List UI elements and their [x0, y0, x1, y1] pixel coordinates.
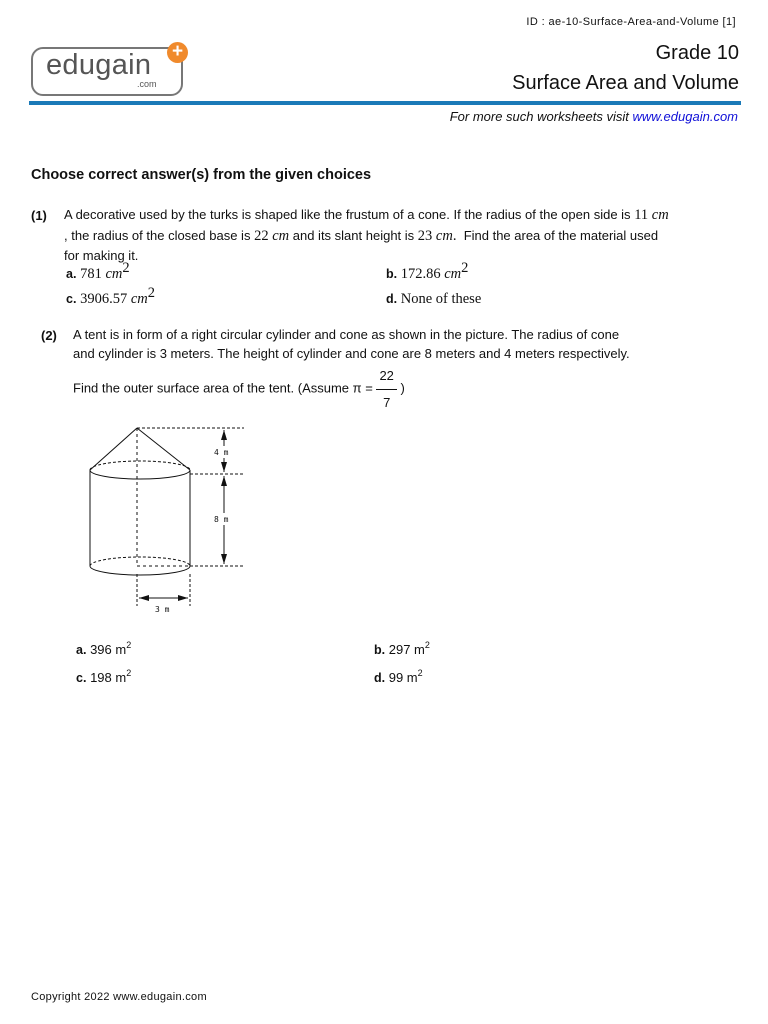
q1-val1: 11 — [634, 207, 649, 223]
q1-option-b-exp: 2 — [461, 260, 469, 276]
q2-option-a-exp: 2 — [126, 640, 132, 650]
arrow-head — [221, 476, 227, 486]
cylinder-top-front-arc — [90, 470, 190, 479]
q2-option-d-value: 99 m — [388, 670, 418, 685]
q1-option-b-letter: b. — [386, 267, 398, 281]
q1-unit3: cm — [435, 227, 453, 244]
document-id: ID : ae-10-Surface-Area-and-Volume [1] — [526, 16, 736, 28]
q1-option-d[interactable] — [386, 291, 481, 308]
cylinder-height-label: 8 m — [214, 515, 229, 524]
edugain-logo — [29, 41, 191, 97]
q1-text-a: A decorative used by the turks is shaped like the frustum of a cone. If the radius of the open side is — [64, 207, 631, 222]
q1-text-c: and its slant height is — [292, 227, 415, 243]
radius-label: 3 m — [155, 605, 170, 614]
q1-val3: 23 — [417, 227, 433, 244]
q2-option-a[interactable] — [76, 642, 131, 657]
q2-option-a-letter: a. — [76, 643, 87, 657]
arrow-head — [221, 430, 227, 440]
q2-option-b-exp: 2 — [424, 640, 430, 650]
pi-fraction — [376, 366, 396, 412]
q2-line3-text: Find the outer surface area of the tent. (Assume π = — [73, 380, 373, 396]
q1-text-b: , the radius of the closed base is — [64, 227, 251, 243]
q2-option-c-value: 198 m — [90, 670, 127, 685]
instruction-heading: Choose correct answer(s) from the given choices — [31, 167, 372, 183]
q1-text-e: for making it. — [64, 248, 139, 263]
q1-option-b-value: 172.86 — [400, 266, 441, 282]
q2-option-b[interactable] — [374, 642, 430, 657]
cylinder-bottom-front-arc — [90, 566, 190, 575]
logo-subtext: .com — [137, 79, 157, 89]
q1-option-a-letter: a. — [66, 267, 77, 281]
q2-close-paren: ) — [400, 380, 405, 396]
q1-option-d-letter: d. — [386, 292, 398, 306]
q1-text: A decorative used by the turks is shaped like the frustum of a cone. If the radius of the open side is 11 cm , the radius of the closed base is 22 cm and its slant height is 23 cm. Find the area of the material used for making it. — [64, 205, 744, 266]
cone-left-slant — [90, 428, 137, 470]
q1-number: (1) — [31, 208, 47, 223]
q1-val2: 22 — [254, 227, 269, 244]
q1-unit2: cm — [272, 227, 290, 244]
edugain-link[interactable]: www.edugain.com — [632, 109, 738, 124]
cylinder-bottom-back-arc — [90, 557, 190, 566]
arrow-head — [221, 462, 227, 472]
plus-icon: + — [167, 42, 188, 63]
q2-option-b-letter: b. — [374, 643, 386, 657]
cone-right-slant — [137, 428, 190, 470]
q1-option-a-value: 781 — [80, 266, 102, 282]
arrow-head — [139, 595, 149, 601]
q1-text-d: Find the area of the material used — [463, 227, 659, 243]
tent-figure — [80, 420, 260, 620]
q2-option-d-exp: 2 — [417, 668, 423, 678]
cone-height-label: 4 m — [214, 448, 229, 457]
q2-option-a-value: 396 m — [90, 642, 127, 657]
q1-option-c-unit: cm — [130, 291, 148, 307]
logo-text: edugain — [46, 49, 152, 81]
q2-line2: and cylinder is 3 meters. The height of cylinder and cone are 8 meters and 4 meters respectively. — [73, 346, 630, 361]
q1-option-a-exp: 2 — [122, 260, 130, 276]
visit-prefix: For more such worksheets visit — [449, 109, 633, 124]
q1-option-c-exp: 2 — [147, 285, 155, 301]
header-divider — [29, 101, 741, 105]
q2-option-d[interactable] — [374, 670, 423, 685]
q1-option-d-value: None of these — [400, 291, 482, 307]
pi-fraction-numerator: 22 — [376, 366, 396, 390]
q1-option-c-value: 3906.57 — [80, 291, 128, 307]
pi-fraction-denominator: 7 — [383, 394, 391, 410]
chapter-title: Surface Area and Volume — [512, 72, 739, 94]
q1-option-c[interactable] — [66, 285, 155, 308]
q1-option-c-letter: c. — [66, 292, 77, 306]
q2-option-c-letter: c. — [76, 671, 87, 685]
q2-line1: A tent is in form of a right circular cylinder and cone as shown in the picture. The radius of cone — [73, 327, 620, 342]
q1-option-b[interactable] — [386, 260, 469, 283]
cylinder-top-back-arc — [90, 461, 190, 470]
q1-option-a[interactable] — [66, 260, 130, 283]
arrow-head — [178, 595, 188, 601]
arrow-head — [221, 554, 227, 564]
q2-option-c-exp: 2 — [126, 668, 132, 678]
q2-option-b-value: 297 m — [388, 642, 425, 657]
q2-line3 — [73, 366, 405, 412]
q2-option-d-letter: d. — [374, 671, 386, 685]
copyright-footer: Copyright 2022 www.edugain.com — [31, 991, 207, 1003]
grade-title: Grade 10 — [655, 42, 739, 64]
q2-number: (2) — [41, 328, 57, 343]
worksheets-note — [300, 109, 738, 124]
q1-unit1: cm — [651, 207, 669, 223]
q1-option-b-unit: cm — [444, 266, 462, 282]
q1-option-a-unit: cm — [105, 266, 123, 282]
q2-option-c[interactable] — [76, 670, 131, 685]
